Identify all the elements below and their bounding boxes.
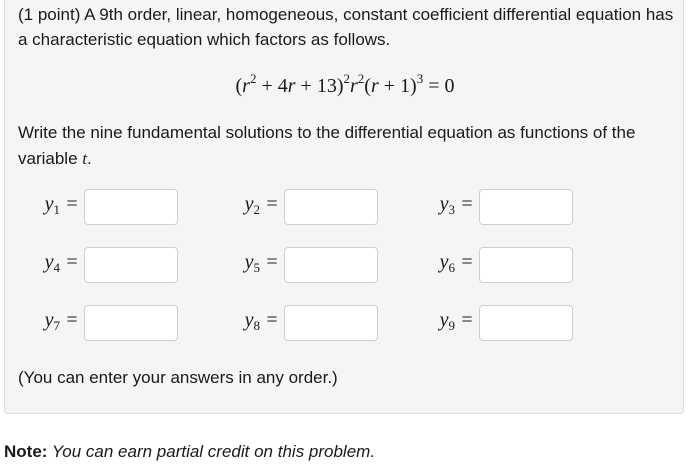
problem-box [4,0,684,414]
answer-var: y [44,193,54,215]
answer-index: 2 [253,202,260,217]
answer-index: 1 [53,202,60,217]
answer-var: y [44,251,54,273]
instruction-text: Write the nine fundamental solutions to the differential equation as functions of the variable [18,123,636,168]
eq-variable: r [242,75,250,97]
answer-input-y6[interactable] [479,247,573,283]
answer-index: 8 [253,318,260,333]
eq-part: ( [235,75,243,97]
answer-label [10,309,60,332]
partial-credit-note [4,440,375,464]
characteristic-equation [5,72,685,100]
answer-input-y5[interactable] [284,247,378,283]
problem-intro: (1 point) A 9th order, linear, homogeneous, constant coefficient differential equation has a characteristic equation which factors as follows. [18,5,674,49]
eq-exponent: 3 [416,71,424,86]
answer-input-y8[interactable] [284,305,378,341]
answer-index: 5 [253,260,260,275]
answer-label [405,193,455,216]
answer-label [405,309,455,332]
equals-sign: = [266,309,278,331]
answer-var: y [439,309,449,331]
equals-sign: = [66,251,78,273]
eq-exponent: 2 [343,71,350,86]
answer-index: 9 [448,318,455,333]
variable-t: t [82,149,88,168]
answer-input-y4[interactable] [84,247,178,283]
eq-part: = 0 [423,75,455,97]
note-text: You can earn partial credit on this problem. [47,442,376,461]
eq-part: + 13) [295,75,344,97]
eq-variable: r [350,75,358,97]
answer-var: y [244,193,254,215]
eq-part: + 4 [256,75,288,97]
answer-index: 4 [53,260,60,275]
eq-variable: r [287,75,296,97]
eq-exponent: 2 [357,71,365,86]
equals-sign: = [266,251,278,273]
eq-variable: r [370,75,379,97]
eq-part: + 1) [378,75,417,97]
eq-exponent: 2 [249,71,257,86]
answer-input-y7[interactable] [84,305,178,341]
note-label: Note: [4,442,48,461]
answer-index: 7 [53,318,60,333]
equals-sign: = [66,309,78,331]
answer-label [405,251,455,274]
answer-var: y [439,193,449,215]
answer-var: y [439,251,449,273]
equals-sign: = [461,251,473,273]
equals-sign: = [461,193,473,215]
order-note: (You can enter your answers in any order.) [18,368,338,387]
answer-label [10,251,60,274]
answer-input-y2[interactable] [284,189,378,225]
answer-var: y [244,251,254,273]
answer-var: y [244,309,254,331]
eq-part: ( [364,75,371,97]
answer-label [210,309,260,332]
answer-label [210,251,260,274]
equals-sign: = [266,193,278,215]
answer-var: y [44,309,54,331]
answer-input-y3[interactable] [479,189,573,225]
equals-sign: = [461,309,473,331]
answer-label [210,193,260,216]
answer-input-y1[interactable] [84,189,178,225]
answer-label [10,193,60,216]
instruction-period: . [87,149,92,168]
instructions [18,120,678,172]
answer-index: 3 [448,202,455,217]
answer-index: 6 [448,260,455,275]
equals-sign: = [66,193,78,215]
answer-input-y9[interactable] [479,305,573,341]
